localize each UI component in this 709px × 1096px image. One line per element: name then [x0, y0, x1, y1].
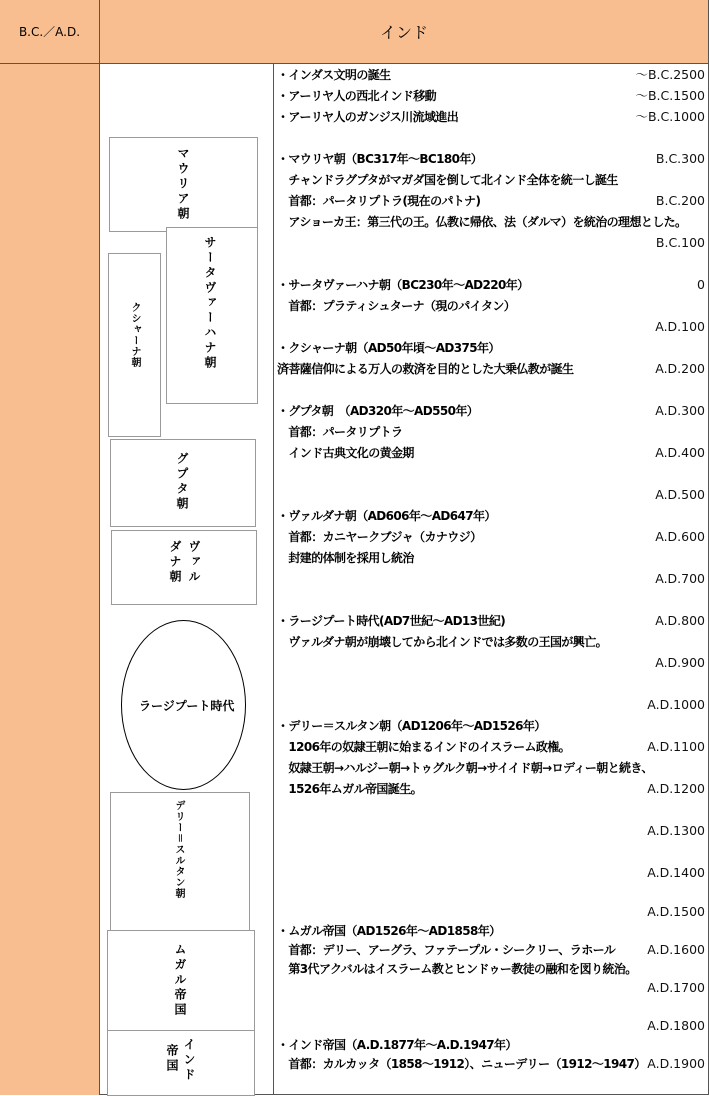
column-divider [273, 64, 274, 1095]
year-label: A.D.1800 [647, 1018, 705, 1033]
dynasty-label-maurya: マウリア朝 [176, 147, 190, 222]
event-line: 首都：パータリプトラ(現在のパトナ) [277, 194, 481, 208]
event-line: 首都：カルカッタ（1858～1912）、ニューデリー（1912～1947） [277, 1057, 646, 1071]
year-label: A.D.1700 [647, 980, 705, 995]
dynasty-label-vardhana: ダナ朝 [168, 540, 182, 585]
dynasty-box-india-empire [107, 1030, 255, 1096]
year-label: B.C.200 [655, 193, 705, 208]
event-line: インド古典文化の黄金期 [277, 446, 414, 460]
event-line: 第3代アクバルはイスラーム教とヒンドゥー教徒の融和を図り統治。 [277, 962, 637, 976]
event-line: ・アーリヤ人の西北インド移動 [277, 89, 437, 103]
year-label: A.D.200 [655, 361, 705, 376]
year-label: A.D.400 [655, 445, 705, 460]
event-line: 済菩薩信仰による万人の救済を目的とした大乗仏教が誕生 [277, 362, 574, 376]
year-label: A.D.1000 [647, 697, 705, 712]
event-line: ・デリー＝スルタン朝（AD1206年～AD1526年） [277, 719, 546, 733]
year-label: A.D.1100 [647, 739, 705, 754]
event-line: ・サータヴァーハナ朝（BC230年～AD220年） [277, 278, 529, 292]
year-label: A.D.600 [655, 529, 705, 544]
year-label: A.D.1500 [647, 904, 705, 919]
year-label: A.D.1200 [647, 781, 705, 796]
year-label: A.D.1400 [647, 865, 705, 880]
dynasty-label-gupta: グプタ朝 [175, 452, 189, 512]
dynasty-label-mughal: ムガル帝国 [173, 943, 187, 1018]
dynasty-label-vardhana: ヴァル [187, 540, 201, 585]
year-column [0, 64, 100, 1095]
event-line: アショーカ王：第三代の王。仏教に帰依、法（ダルマ）を統治の理想とした。 [277, 215, 687, 229]
event-line: 封建的体制を採用し統治 [277, 551, 414, 565]
event-line: 首都：デリー、アーグラ、ファテープル・シークリー、ラホール [277, 943, 616, 957]
event-line: 1526年ムガル帝国誕生。 [277, 782, 422, 796]
year-label: A.D.700 [655, 571, 705, 586]
year-label: ～B.C.1500 [635, 88, 705, 103]
event-line: ・グプタ朝 （AD320年～AD550年） [277, 404, 479, 418]
year-label: B.C.100 [655, 235, 705, 250]
year-label: ～B.C.2500 [635, 67, 705, 82]
event-line: ・アーリヤ人のガンジス川流域進出 [277, 110, 459, 124]
year-label: 0 [697, 277, 705, 292]
event-line: 1206年の奴隷王朝に始まるインドのイスラーム政権。 [277, 740, 571, 754]
dynasty-label-satavahana: サータヴァーハナ朝 [203, 236, 217, 371]
dynasty-label-kushan: クシャーナ朝 [129, 302, 140, 368]
year-label: A.D.1900 [647, 1056, 705, 1071]
event-line: ・インド帝国（A.D.1877年～A.D.1947年） [277, 1038, 517, 1052]
event-line: 奴隷王朝→ハルジー朝→トゥグルク朝→サイイド朝→ロディー朝と続き、 [277, 761, 653, 775]
year-label: ～B.C.1000 [635, 109, 705, 124]
year-label: A.D.1600 [647, 942, 705, 957]
event-line: ・ムガル帝国（AD1526年～AD1858年） [277, 924, 501, 938]
event-line: ・クシャーナ朝（AD50年頃～AD375年） [277, 341, 500, 355]
dynasty-label-rajput: ラージプート時代 [139, 699, 235, 713]
event-line: 首都：プラティシュターナ（現のパイタン） [277, 299, 516, 313]
event-line: ・ヴァルダナ朝（AD606年～AD647年） [277, 509, 496, 523]
event-line: ・マウリヤ朝（BC317年～BC180年） [277, 152, 483, 166]
header-era: B.C.／A.D. [0, 0, 100, 64]
year-label: B.C.300 [655, 151, 705, 166]
year-label: A.D.900 [655, 655, 705, 670]
event-line: ヴァルダナ朝が崩壊してから北インドでは多数の王国が興亡。 [277, 635, 608, 649]
dynasty-label-india-empire: 帝国 [165, 1044, 179, 1074]
year-label: A.D.300 [655, 403, 705, 418]
year-label: A.D.800 [655, 613, 705, 628]
event-line: 首都：パータリプトラ [277, 425, 403, 439]
event-line: チャンドラグプタがマガダ国を倒して北インド全体を統一し誕生 [277, 173, 618, 187]
year-label: A.D.1300 [647, 823, 705, 838]
dynasty-label-india-empire: インド [182, 1038, 196, 1083]
event-line: 首都：カニヤークブジャ（カナウジ） [277, 530, 482, 544]
header-region: インド [100, 0, 708, 64]
year-label: A.D.100 [655, 319, 705, 334]
event-line: ・ラージプート時代(AD7世紀～AD13世紀) [277, 614, 506, 628]
event-line: ・インダス文明の誕生 [277, 68, 391, 82]
dynasty-label-delhi: デリー＝スルタン朝 [173, 800, 184, 899]
year-label: A.D.500 [655, 487, 705, 502]
dynasty-box-vardhana [111, 530, 257, 605]
